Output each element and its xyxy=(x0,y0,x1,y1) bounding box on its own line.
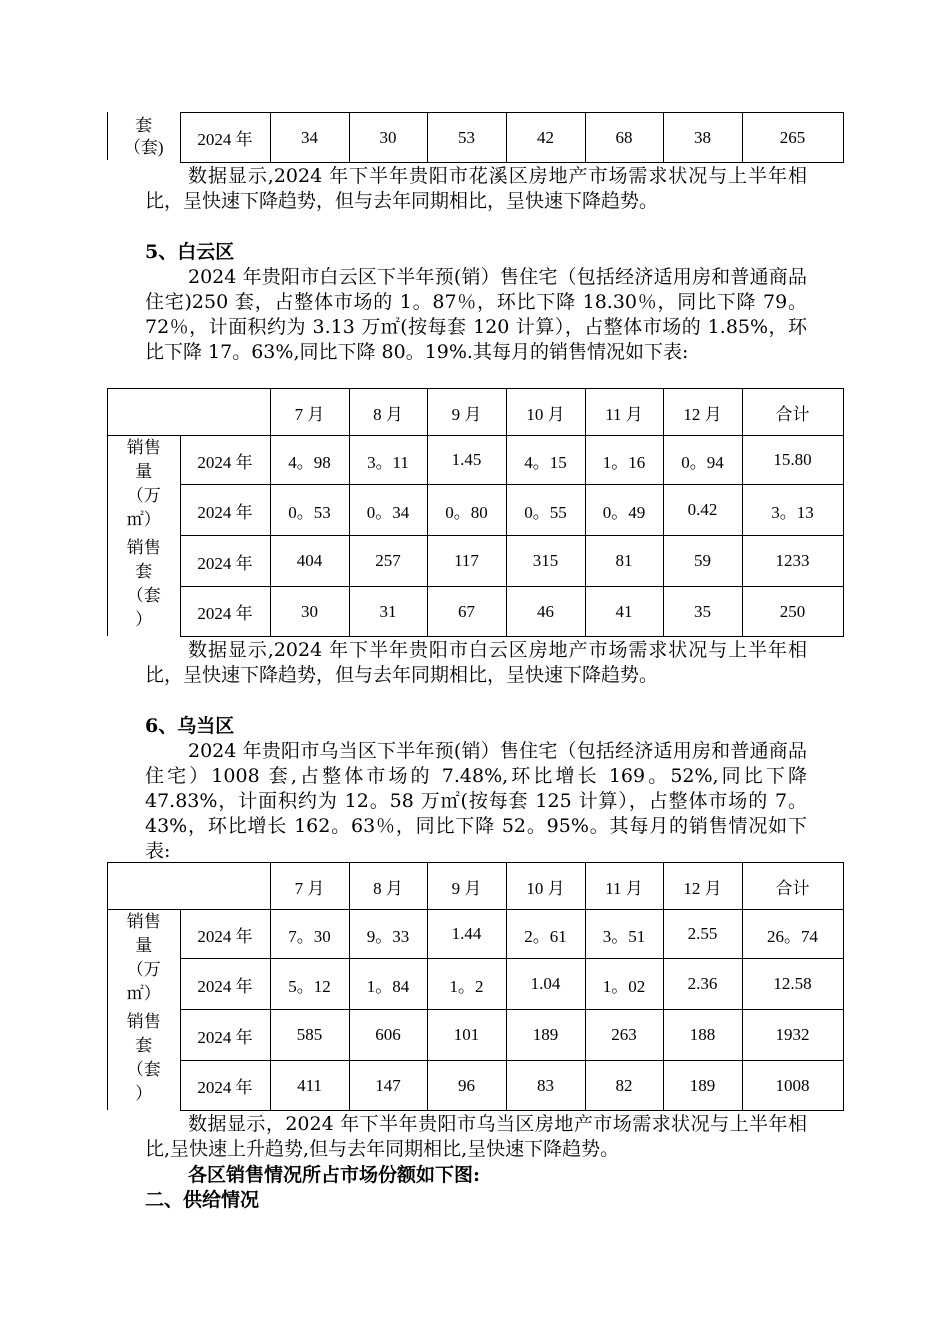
table-cell: 147 xyxy=(349,1061,427,1111)
table-cell: 117 xyxy=(427,536,506,587)
table-cell: 81 xyxy=(585,536,663,587)
table-cell: 0。55 xyxy=(506,485,585,536)
year-cell: 2024 年 xyxy=(180,485,270,536)
corner-cell xyxy=(108,863,270,910)
header-cell: 合计 xyxy=(742,389,843,436)
table-cell: 189 xyxy=(663,1061,742,1111)
units-row-label: 套 （套) xyxy=(108,113,180,163)
table-cell: 4。98 xyxy=(270,436,349,485)
table-cell: 1。2 xyxy=(427,959,506,1010)
table-cell: 1233 xyxy=(742,536,843,587)
header-cell: 9 月 xyxy=(427,389,506,436)
table-cell: 31 xyxy=(349,587,427,637)
table-cell: 0.42 xyxy=(663,485,742,536)
table-cell: 1932 xyxy=(742,1010,843,1061)
header-cell: 12 月 xyxy=(663,863,742,910)
table-cell: 68 xyxy=(585,113,663,163)
baiyun-intro: 2024 年贵阳市白云区下半年预(销）售住宅（包括经济适用房和普通商品住宅)250 套，占整体市场的 1。87％，环比下降 18.30％，同比下降 79。72％，计面积约为 3.13 万㎡(按每套 120 计算），占整体市场的 1.85%，环比下降 17。63%,同比下降 80。19%.其每月的销售情况如下表: xyxy=(145,266,807,363)
table-cell: 101 xyxy=(427,1010,506,1061)
wudang-conclusion: 数据显示，2024 年下半年贵阳市乌当区房地产市场需求状况与上半年相比,呈快速上升趋势,但与去年同期相比,呈快速下降趋势。 xyxy=(145,1113,807,1160)
header-cell: 7 月 xyxy=(270,389,349,436)
table-cell: 5。12 xyxy=(270,959,349,1010)
area-row-label: 销售 量 （万 ㎡） xyxy=(108,436,180,536)
header-cell: 10 月 xyxy=(506,389,585,436)
table-cell: 26。74 xyxy=(742,910,843,959)
table-cell: 1.04 xyxy=(506,959,585,1010)
table-cell: 404 xyxy=(270,536,349,587)
header-cell: 合计 xyxy=(742,863,843,910)
table-cell: 67 xyxy=(427,587,506,637)
table-cell: 35 xyxy=(663,587,742,637)
table-cell: 2.55 xyxy=(663,910,742,959)
table-cell: 1。16 xyxy=(585,436,663,485)
wudang-heading: 6、乌当区 xyxy=(145,715,235,737)
huaxi-sales-table-fragment xyxy=(108,112,844,163)
table-cell: 263 xyxy=(585,1010,663,1061)
header-cell: 7 月 xyxy=(270,863,349,910)
table-cell: 42 xyxy=(506,113,585,163)
market-share-heading: 各区销售情况所占市场份额如下图: xyxy=(188,1164,481,1186)
table-cell: 12.58 xyxy=(742,959,843,1010)
year-cell: 2024 年 xyxy=(180,959,270,1010)
table-cell: 96 xyxy=(427,1061,506,1111)
table-cell: 265 xyxy=(742,113,843,163)
header-cell: 11 月 xyxy=(585,389,663,436)
table-cell: 250 xyxy=(742,587,843,637)
year-cell: 2024 年 xyxy=(180,436,270,485)
table-cell: 46 xyxy=(506,587,585,637)
table-cell: 188 xyxy=(663,1010,742,1061)
supply-section-heading: 二、供给情况 xyxy=(145,1189,260,1211)
table-cell: 4。15 xyxy=(506,436,585,485)
year-cell: 2024 年 xyxy=(180,113,270,163)
header-cell: 10 月 xyxy=(506,863,585,910)
baiyun-conclusion: 数据显示,2024 年下半年贵阳市白云区房地产市场需求状况与上半年相比，呈快速下降趋势，但与去年同期相比，呈快速下降趋势。 xyxy=(145,639,807,686)
table-cell: 30 xyxy=(349,113,427,163)
table-cell: 0。49 xyxy=(585,485,663,536)
year-cell: 2024 年 xyxy=(180,587,270,637)
units-row-label: 销售 套 （套 ） xyxy=(108,1010,180,1111)
table-cell: 0。53 xyxy=(270,485,349,536)
baiyun-sales-table xyxy=(108,388,844,637)
table-cell: 1。84 xyxy=(349,959,427,1010)
units-row-label: 销售 套 （套 ） xyxy=(108,536,180,637)
table-cell: 9。33 xyxy=(349,910,427,959)
table-cell: 1.45 xyxy=(427,436,506,485)
table-cell: 53 xyxy=(427,113,506,163)
table-cell: 83 xyxy=(506,1061,585,1111)
table-cell: 0。94 xyxy=(663,436,742,485)
corner-cell xyxy=(108,389,270,436)
table-cell: 38 xyxy=(663,113,742,163)
table-cell: 41 xyxy=(585,587,663,637)
year-cell: 2024 年 xyxy=(180,910,270,959)
wudang-sales-table xyxy=(108,862,844,1111)
table-cell: 7。30 xyxy=(270,910,349,959)
table-cell: 3。51 xyxy=(585,910,663,959)
huaxi-conclusion: 数据显示,2024 年下半年贵阳市花溪区房地产市场需求状况与上半年相比，呈快速下降趋势，但与去年同期相比，呈快速下降趋势。 xyxy=(145,165,807,212)
table-cell: 3。13 xyxy=(742,485,843,536)
table-cell: 257 xyxy=(349,536,427,587)
table-cell: 585 xyxy=(270,1010,349,1061)
table-cell: 82 xyxy=(585,1061,663,1111)
table-cell: 2。61 xyxy=(506,910,585,959)
table-cell: 15.80 xyxy=(742,436,843,485)
header-cell: 8 月 xyxy=(349,389,427,436)
area-row-label: 销售 量 （万 ㎡） xyxy=(108,910,180,1010)
table-cell: 30 xyxy=(270,587,349,637)
table-cell: 59 xyxy=(663,536,742,587)
year-cell: 2024 年 xyxy=(180,1010,270,1061)
header-cell: 12 月 xyxy=(663,389,742,436)
table-cell: 189 xyxy=(506,1010,585,1061)
table-cell: 606 xyxy=(349,1010,427,1061)
header-cell: 11 月 xyxy=(585,863,663,910)
table-cell: 315 xyxy=(506,536,585,587)
table-cell: 0。80 xyxy=(427,485,506,536)
year-cell: 2024 年 xyxy=(180,536,270,587)
year-cell: 2024 年 xyxy=(180,1061,270,1111)
table-cell: 3。11 xyxy=(349,436,427,485)
table-cell: 411 xyxy=(270,1061,349,1111)
table-cell: 0。34 xyxy=(349,485,427,536)
table-cell: 2.36 xyxy=(663,959,742,1010)
table-cell: 1008 xyxy=(742,1061,843,1111)
header-cell: 9 月 xyxy=(427,863,506,910)
baiyun-heading: 5、白云区 xyxy=(145,241,235,263)
table-cell: 1。02 xyxy=(585,959,663,1010)
table-cell: 34 xyxy=(270,113,349,163)
wudang-intro: 2024 年贵阳市乌当区下半年预(销）售住宅（包括经济适用房和普通商品住宅）1008 套,占整体市场的 7.48%,环比增长 169。52%,同比下降 47.83%，计面积约为 12。58 万㎡(按每套 125 计算），占整体市场的 7。43%，环比增长 162。63％，同比下降 52。95%。其每月的销售情况如下表: xyxy=(145,740,807,862)
table-cell: 1.44 xyxy=(427,910,506,959)
header-cell: 8 月 xyxy=(349,863,427,910)
